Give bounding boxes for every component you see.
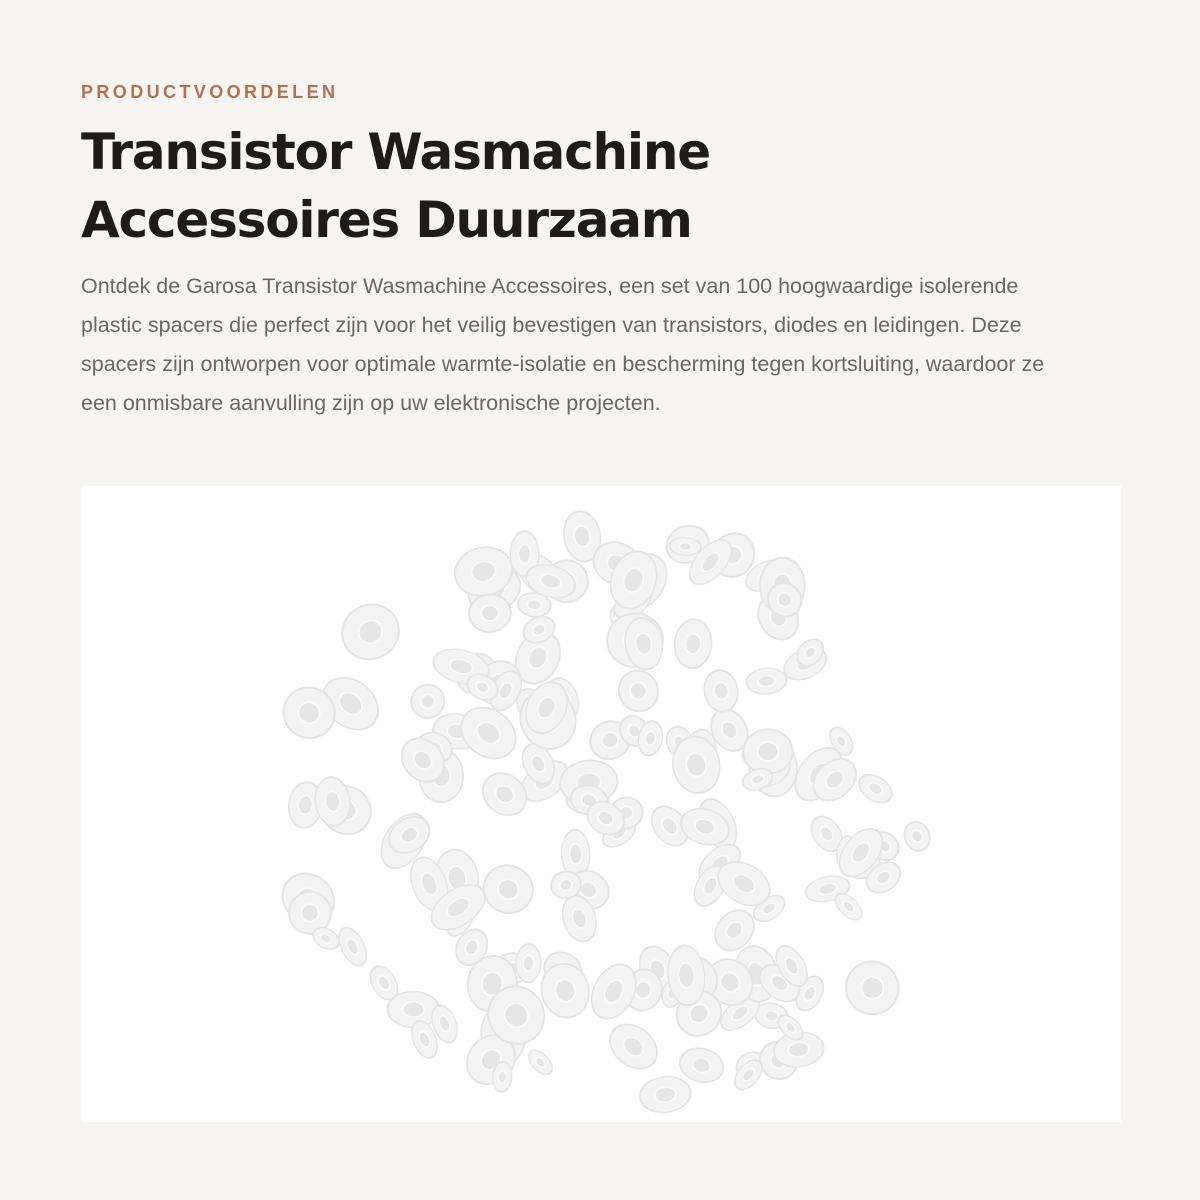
spacer-ring <box>900 818 934 855</box>
spacer-ring <box>476 858 540 920</box>
spacer-ring <box>612 664 664 717</box>
spacer-ring <box>673 618 713 669</box>
section-eyebrow: PRODUCTVOORDELEN <box>81 82 339 102</box>
spacer-ring <box>583 957 645 1027</box>
product-description: Ontdek de Garosa Transistor Wasmachine Accessoires, een set van 100 hoogwaardige isolerende plastic spacers die perfect zijn voor het veilig bevestigen van transistors, diodes en leidingen. Deze spacers zijn ontworpen voor optimale warmte-isolatie en bescherming tegen kortsluiting, waardoor ze een onmisbare aanvulling zijn op uw elektronische projecten. <box>81 274 1045 415</box>
page-title <box>81 118 781 254</box>
spacer-ring <box>745 667 787 696</box>
spacer-ring <box>854 769 897 808</box>
spacer-ring <box>638 1074 693 1115</box>
product-image <box>81 486 1121 1122</box>
spacer-ring <box>835 951 909 1025</box>
spacer-ring <box>474 765 534 824</box>
product-benefits-section <box>81 80 1121 423</box>
spacer-ring <box>516 944 541 983</box>
spacer-ring <box>333 923 372 970</box>
spacer-ring <box>332 595 408 670</box>
page-title-line-1: Transistor Wasmachine <box>81 123 710 181</box>
spacer-ring <box>701 667 742 714</box>
spacer-ring <box>743 729 793 774</box>
spacer-ring <box>524 1046 556 1079</box>
spacer-ring <box>601 1015 665 1078</box>
spacer-ring <box>451 697 525 769</box>
spacers-photo-illustration <box>81 486 1121 1122</box>
page-title-line-2: Accessoires Duurzaam <box>81 191 692 249</box>
